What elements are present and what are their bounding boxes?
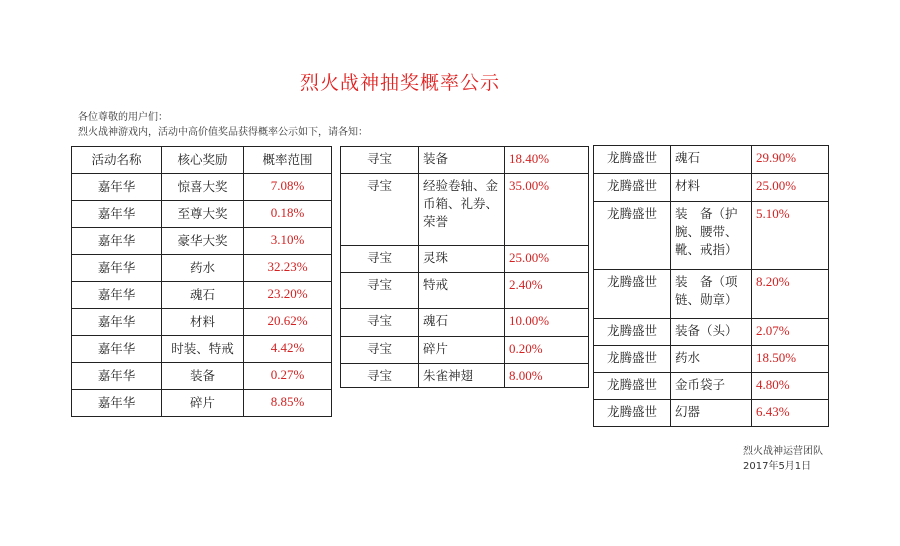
table-row bbox=[594, 400, 829, 427]
probability-cell: 4.42% bbox=[244, 336, 332, 363]
page-title: 烈火战神抽奖概率公示 bbox=[299, 72, 500, 94]
probability-cell: 8.00% bbox=[505, 364, 589, 388]
header-probability: 概率范围 bbox=[244, 147, 332, 174]
reward-cell: 魂石 bbox=[162, 282, 244, 309]
reward-cell: 经验卷轴、金币箱、礼券、荣誉 bbox=[419, 174, 505, 246]
activity-cell: 寻宝 bbox=[341, 174, 419, 246]
activity-cell: 龙腾盛世 bbox=[594, 373, 671, 400]
probability-cell: 0.20% bbox=[505, 337, 589, 364]
reward-cell: 惊喜大奖 bbox=[162, 174, 244, 201]
activity-cell: 龙腾盛世 bbox=[594, 146, 671, 174]
probability-cell: 2.40% bbox=[505, 273, 589, 309]
reward-cell: 碎片 bbox=[162, 390, 244, 417]
reward-cell: 时装、特戒 bbox=[162, 336, 244, 363]
reward-cell: 魂石 bbox=[419, 309, 505, 337]
table-row bbox=[341, 337, 589, 364]
activity-cell: 嘉年华 bbox=[72, 336, 162, 363]
probability-cell: 25.00% bbox=[505, 246, 589, 273]
reward-cell: 装备 bbox=[419, 147, 505, 174]
probability-cell: 0.27% bbox=[244, 363, 332, 390]
activity-cell: 龙腾盛世 bbox=[594, 270, 671, 319]
table-row bbox=[341, 174, 589, 246]
probability-cell: 6.43% bbox=[752, 400, 829, 427]
table-row bbox=[72, 201, 332, 228]
activity-cell: 寻宝 bbox=[341, 147, 419, 174]
header-activity: 活动名称 bbox=[72, 147, 162, 174]
activity-cell: 龙腾盛世 bbox=[594, 346, 671, 373]
table-row bbox=[341, 147, 589, 174]
activity-cell: 寻宝 bbox=[341, 273, 419, 309]
table-row bbox=[341, 273, 589, 309]
probability-cell: 2.07% bbox=[752, 319, 829, 346]
table-header-row bbox=[72, 147, 332, 174]
table-row bbox=[72, 336, 332, 363]
reward-cell: 灵珠 bbox=[419, 246, 505, 273]
reward-cell: 材料 bbox=[162, 309, 244, 336]
probability-cell: 20.62% bbox=[244, 309, 332, 336]
probability-cell: 4.80% bbox=[752, 373, 829, 400]
activity-cell: 嘉年华 bbox=[72, 201, 162, 228]
table-row bbox=[341, 364, 589, 388]
table-row bbox=[594, 202, 829, 270]
table-row bbox=[594, 346, 829, 373]
activity-cell: 嘉年华 bbox=[72, 390, 162, 417]
table-row bbox=[341, 309, 589, 337]
probability-cell: 8.85% bbox=[244, 390, 332, 417]
probability-cell: 10.00% bbox=[505, 309, 589, 337]
table-row bbox=[72, 174, 332, 201]
reward-cell: 豪华大奖 bbox=[162, 228, 244, 255]
activity-cell: 龙腾盛世 bbox=[594, 400, 671, 427]
probability-cell: 7.08% bbox=[244, 174, 332, 201]
probability-cell: 32.23% bbox=[244, 255, 332, 282]
table-row bbox=[341, 246, 589, 273]
signature-block bbox=[743, 444, 823, 474]
probability-cell: 3.10% bbox=[244, 228, 332, 255]
reward-cell: 装备（头） bbox=[671, 319, 752, 346]
intro-body: 烈火战神游戏内，活动中高价值奖品获得概率公示如下，请各知： bbox=[78, 127, 368, 138]
probability-cell: 18.50% bbox=[752, 346, 829, 373]
table-row bbox=[72, 255, 332, 282]
table-row bbox=[594, 319, 829, 346]
reward-cell: 金币袋子 bbox=[671, 373, 752, 400]
reward-cell: 碎片 bbox=[419, 337, 505, 364]
activity-cell: 嘉年华 bbox=[72, 174, 162, 201]
reward-cell: 装备 bbox=[162, 363, 244, 390]
table-row bbox=[594, 146, 829, 174]
publish-date: 2017年5月1日 bbox=[743, 461, 812, 472]
reward-cell: 药水 bbox=[162, 255, 244, 282]
activity-cell: 寻宝 bbox=[341, 364, 419, 388]
header-reward: 核心奖励 bbox=[162, 147, 244, 174]
reward-cell: 特戒 bbox=[419, 273, 505, 309]
activity-cell: 龙腾盛世 bbox=[594, 202, 671, 270]
reward-cell: 朱雀神翅 bbox=[419, 364, 505, 388]
probability-cell: 23.20% bbox=[244, 282, 332, 309]
carnival-probability-table bbox=[71, 146, 332, 417]
table-row bbox=[594, 373, 829, 400]
table-row bbox=[72, 228, 332, 255]
intro-text bbox=[78, 110, 368, 140]
treasure-hunt-probability-table bbox=[340, 146, 589, 388]
reward-cell: 装 备（项链、勋章） bbox=[671, 270, 752, 319]
activity-cell: 嘉年华 bbox=[72, 309, 162, 336]
activity-cell: 嘉年华 bbox=[72, 282, 162, 309]
probability-cell: 25.00% bbox=[752, 174, 829, 202]
activity-cell: 嘉年华 bbox=[72, 363, 162, 390]
probability-cell: 8.20% bbox=[752, 270, 829, 319]
probability-cell: 29.90% bbox=[752, 146, 829, 174]
activity-cell: 龙腾盛世 bbox=[594, 319, 671, 346]
reward-cell: 魂石 bbox=[671, 146, 752, 174]
activity-cell: 寻宝 bbox=[341, 337, 419, 364]
table-row bbox=[594, 174, 829, 202]
probability-cell: 0.18% bbox=[244, 201, 332, 228]
intro-greeting: 各位尊敬的用户们： bbox=[78, 112, 168, 123]
reward-cell: 药水 bbox=[671, 346, 752, 373]
table-row bbox=[72, 363, 332, 390]
probability-cell: 18.40% bbox=[505, 147, 589, 174]
operations-team: 烈火战神运营团队 bbox=[743, 446, 823, 457]
reward-cell: 材料 bbox=[671, 174, 752, 202]
table-row bbox=[72, 390, 332, 417]
activity-cell: 寻宝 bbox=[341, 309, 419, 337]
probability-cell: 5.10% bbox=[752, 202, 829, 270]
table-row bbox=[72, 309, 332, 336]
reward-cell: 装 备（护腕、腰带、靴、戒指） bbox=[671, 202, 752, 270]
reward-cell: 至尊大奖 bbox=[162, 201, 244, 228]
activity-cell: 嘉年华 bbox=[72, 255, 162, 282]
activity-cell: 嘉年华 bbox=[72, 228, 162, 255]
reward-cell: 幻器 bbox=[671, 400, 752, 427]
dragon-prosperity-probability-table bbox=[593, 145, 829, 427]
probability-cell: 35.00% bbox=[505, 174, 589, 246]
activity-cell: 龙腾盛世 bbox=[594, 174, 671, 202]
table-row bbox=[72, 282, 332, 309]
table-row bbox=[594, 270, 829, 319]
activity-cell: 寻宝 bbox=[341, 246, 419, 273]
